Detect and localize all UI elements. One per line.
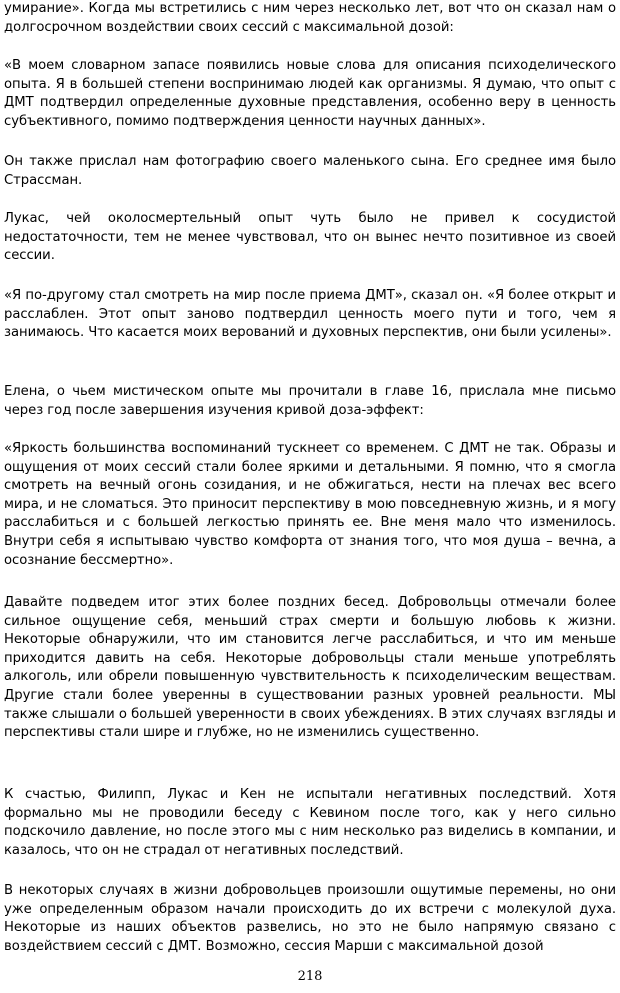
paragraph-8: Давайте подведем итог этих более поздних бесед. Добровольцы отмечали более сильное ощущение себя, меньший страх смерти и большую любовь к жизни. Некоторые обнаружили, что им становится легче расслабиться, и что им меньше приходится давить на себя. Некоторые добровольцы стали меньше употреблять алкоголь, или обрели повышенную чувствительность к психоделическим веществам. Другие стали более уверенны в существовании разных уровней реальности. МЫ также слышали о большей уверенности в своих убеждениях. В этих случаях взгляды и перспективы стали шире и глубже, но не изменились существенно. — [4, 595, 616, 741]
paragraph-7: «Яркость большинства воспоминаний тускнеет со временем. С ДМТ не так. Образы и ощущения от моих сессий стали более яркими и детальными. Я помню, что я смогла смотреть на вечный огонь созидания, и не обжигаться, нести на плечах вес всего мира, и не сломаться. Это приносит перспективу в мою повседневную жизнь, и я могу расслабиться и с большей легкостью принять ее. Вне меня мало что изменилось. Внутри себя я испытываю чувство комфорта от знания того, что моя душа – вечна, а осознание бессмертно». — [4, 441, 616, 568]
page-number: 218 — [297, 969, 323, 984]
document-page — [4, 0, 616, 993]
paragraph-1: умирание». Когда мы встретились с ним через несколько лет, вот что он сказал нам о долгосрочном воздействии своих сессий с максимальной дозой: — [4, 1, 616, 35]
paragraph-3: Он также прислал нам фотографию своего маленького сына. Его среднее имя было Страссман. — [4, 154, 616, 188]
paragraph-9: К счастью, Филипп, Лукас и Кен не испытали негативных последствий. Хотя формально мы не проводили беседу с Кевином после того, как у него сильно подскочило давление, но после этого мы с ним несколько раз виделись в компании, и казалось, что он не страдал от негативных последствий. — [4, 787, 616, 858]
paragraph-2: «В моем словарном запасе появились новые слова для описания психоделического опыта. Я в большей степени воспринимаю людей как организмы. Я думаю, что опыт с ДМТ подтвердил определенные духовные представления, особенно веру в ценность субъективного, помимо подтверждения ценности научных данных». — [4, 58, 616, 129]
paragraph-4: Лукас, чей околосмертельный опыт чуть было не привел к сосудистой недостаточности, тем не менее чувствовал, что он вынес нечто позитивное из своей сессии. — [4, 211, 616, 264]
paragraph-10: В некоторых случаях в жизни добровольцев произошли ощутимые перемены, но они уже определенным образом начали происходить до их встречи с молекулой духа. Некоторые из наших объектов развелись, но это не было напрямую связано с воздействием сессий с ДМТ. Возможно, сессия Марши с максимальной дозой — [4, 883, 616, 954]
paragraph-6: Елена, о чьем мистическом опыте мы прочитали в главе 16, прислала мне письмо через год после завершения изучения кривой доза-эффект: — [4, 384, 616, 418]
paragraph-5: «Я по-другому стал смотреть на мир после приема ДМТ», сказал он. «Я более открыт и расслаблен. Этот опыт заново подтвердил ценность моего пути и того, чем я занимаюсь. Что касается моих верований и духовных перспектив, они были усилены». — [4, 288, 616, 341]
